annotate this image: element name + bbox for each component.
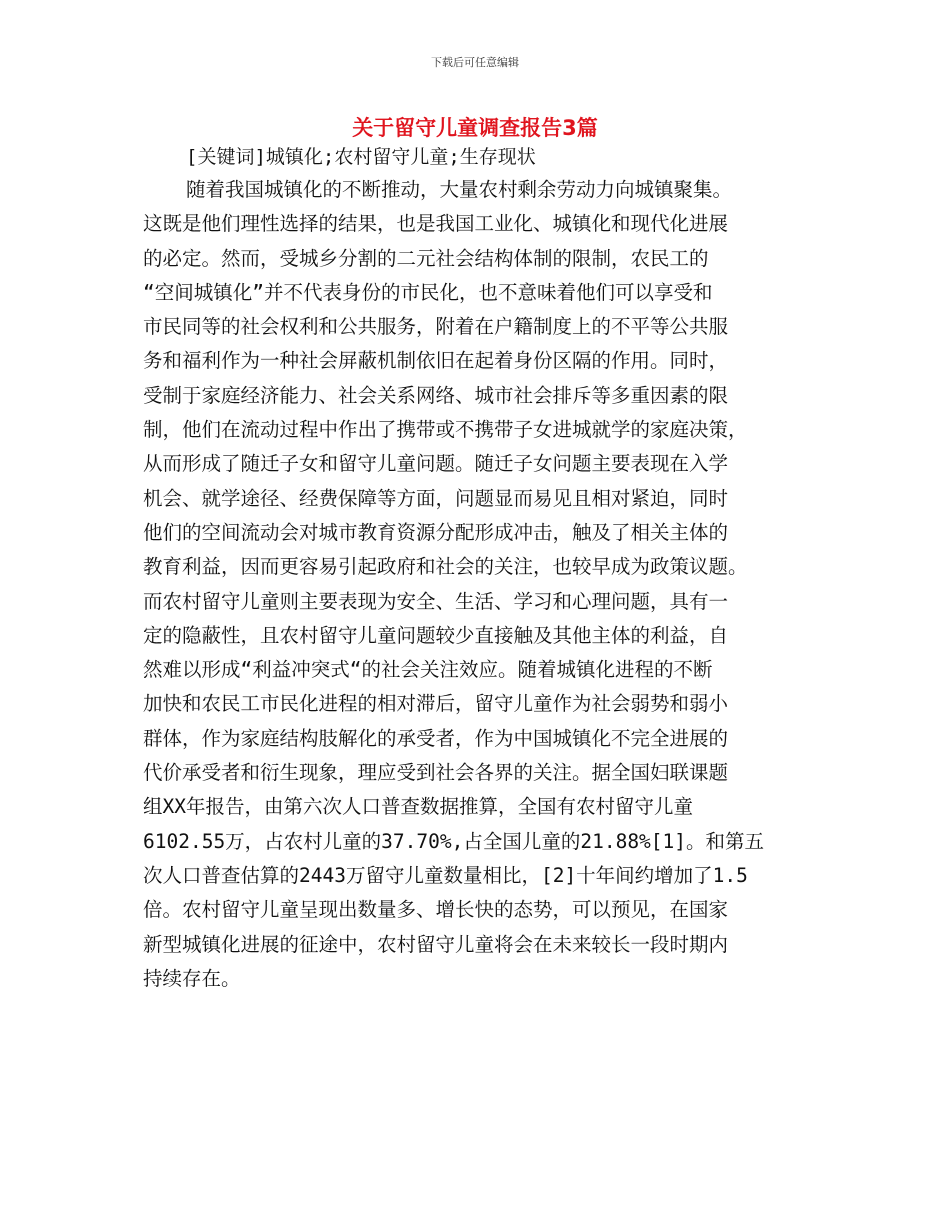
paragraph-line: 加快和农民工市民化进程的相对滞后，留守儿童作为社会弱势和弱小 xyxy=(143,692,729,716)
paragraph-line: 市民同等的社会权利和公共服务，附着在户籍制度上的不平等公共服 xyxy=(143,315,729,339)
paragraph-line: 制，他们在流动过程中作出了携带或不携带子女进城就学的家庭决策， xyxy=(143,418,748,442)
body-paragraph xyxy=(143,173,807,996)
paragraph-line: 随着我国城镇化的不断推动，大量农村剩余劳动力向城镇聚集。 xyxy=(186,178,733,201)
paragraph-line: 定的隐蔽性，且农村留守儿童问题较少直接触及其他主体的利益，自 xyxy=(143,623,729,647)
paragraph-line: 从而形成了随迁子女和留守儿童问题。随迁子女问题主要表现在入学 xyxy=(143,452,729,476)
document-title: 关于留守儿童调查报告3篇 xyxy=(352,116,598,140)
paragraph-line: 次人口普查估算的2443万留守儿童数量相比，[2]十年间约增加了1.5 xyxy=(143,863,748,887)
paragraph-line: 教育利益，因而更容易引起政府和社会的关注，也较早成为政策议题。 xyxy=(143,555,748,579)
paragraph-line: 群体，作为家庭结构肢解化的承受者，作为中国城镇化不完全进展的 xyxy=(143,726,729,750)
paragraph-line: 组XX年报告，由第六次人口普查数据推算，全国有农村留守儿童 xyxy=(143,795,693,819)
paragraph-line: 倍。农村留守儿童呈现出数量多、增长快的态势，可以预见，在国家 xyxy=(143,898,729,922)
paragraph-line: 新型城镇化进展的征途中，农村留守儿童将会在未来较长一段时期内 xyxy=(143,932,729,956)
paragraph-line: 的必定。然而，受城乡分割的二元社会结构体制的限制，农民工的 xyxy=(143,246,709,270)
paragraph-line: “空间城镇化”并不代表身份的市民化，也不意味着他们可以享受和 xyxy=(143,280,713,304)
paragraph-line: 这既是他们理性选择的结果，也是我国工业化、城镇化和现代化进展 xyxy=(143,212,729,236)
paragraph-line: 机会、就学途径、经费保障等方面，问题显而易见且相对紧迫，同时 xyxy=(143,486,729,510)
keywords-line: [关键词]城镇化;农村留守儿童;生存现状 xyxy=(186,146,536,168)
paragraph-line: 然难以形成“利益冲突式“的社会关注效应。随着城镇化进程的不断 xyxy=(143,658,713,682)
paragraph-line: 务和福利作为一种社会屏蔽机制依旧在起着身份区隔的作用。同时， xyxy=(143,349,729,373)
paragraph-line: 他们的空间流动会对城市教育资源分配形成冲击，触及了相关主体的 xyxy=(143,520,729,544)
paragraph-line: 6102.55万，占农村儿童的37.70%,占全国儿童的21.88%[1]。和第五 xyxy=(143,829,765,853)
paragraph-line: 而农村留守儿童则主要表现为安全、生活、学习和心理问题，具有一 xyxy=(143,589,729,613)
paragraph-line: 受制于家庭经济能力、社会关系网络、城市社会排斥等多重因素的限 xyxy=(143,383,729,407)
header-note: 下载后可任意编辑 xyxy=(431,56,519,69)
paragraph-line: 代价承受者和衍生现象，理应受到社会各界的关注。据全国妇联课题 xyxy=(143,761,729,785)
paragraph-line: 持续存在。 xyxy=(143,966,241,990)
